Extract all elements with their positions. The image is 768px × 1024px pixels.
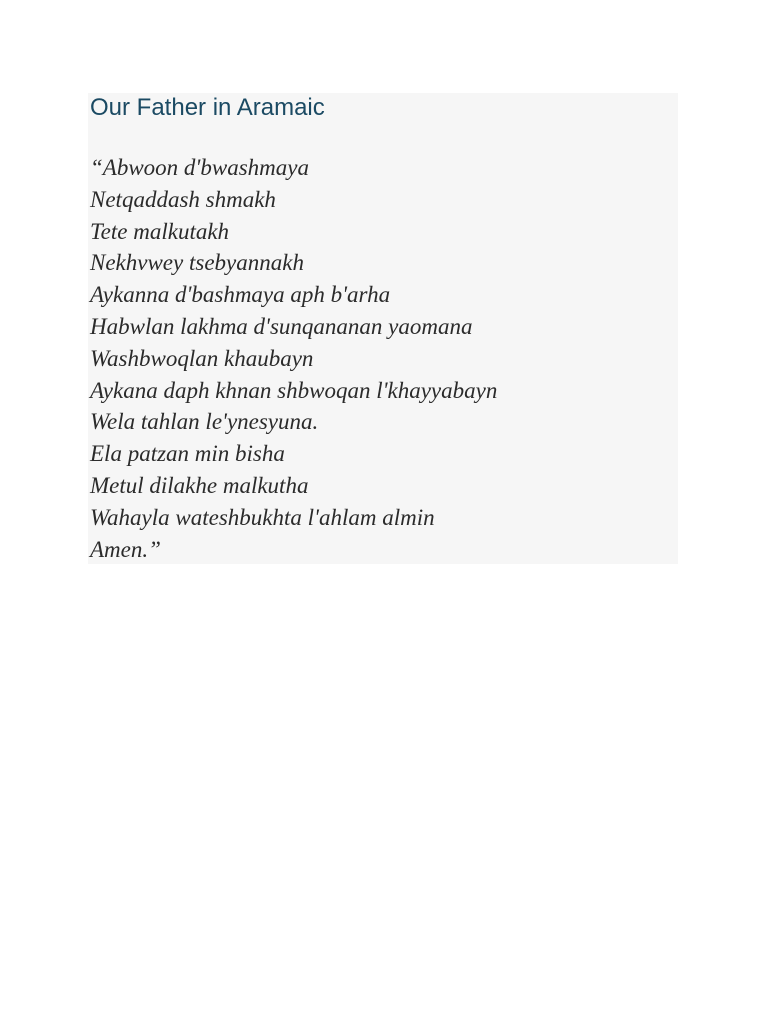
prayer-line: Wahayla wateshbukhta l'ahlam almin	[90, 504, 435, 530]
prayer-line: Metul dilakhe malkutha	[90, 472, 309, 498]
prayer-line: Aykanna d'bashmaya aph b'arha	[90, 282, 391, 308]
prayer-text	[90, 152, 497, 565]
prayer-line: Nekhvwey tsebyannakh	[90, 250, 304, 276]
prayer-line: Amen.”	[90, 536, 161, 562]
prayer-line: Aykana daph khnan shbwoqan l'khayyabayn	[90, 377, 498, 403]
prayer-line: Tete malkutakh	[90, 218, 230, 244]
prayer-line: Wela tahlan le'ynesyuna.	[90, 409, 319, 435]
prayer-line: Washbwoqlan khaubayn	[90, 345, 314, 371]
prayer-line: Netqaddash shmakh	[90, 186, 276, 212]
prayer-line: Ela patzan min bisha	[90, 441, 285, 467]
page-title: Our Father in Aramaic	[90, 94, 325, 121]
prayer-line: “Abwoon d'bwashmaya	[90, 155, 309, 180]
prayer-line: Habwlan lakhma d'sunqananan yaomana	[90, 313, 473, 339]
